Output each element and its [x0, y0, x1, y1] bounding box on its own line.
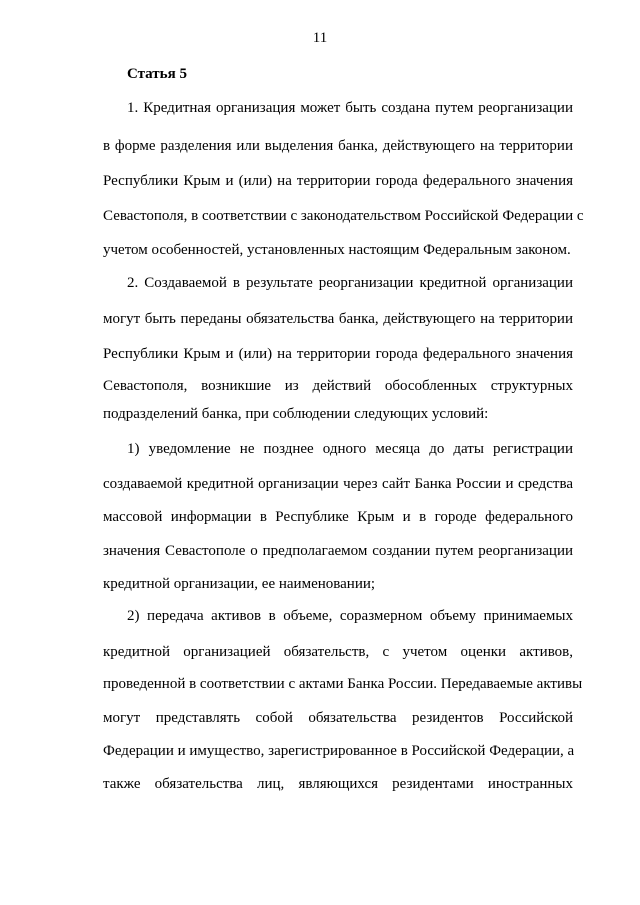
paragraph-line: массовой информации в Республике Крым и в городе федерального: [103, 509, 573, 525]
paragraph-line: Севастополя, в соответствии с законодательством Российской Федерации с: [103, 208, 584, 224]
paragraph-line: кредитной организацией обязательств, с учетом оценки активов,: [103, 644, 573, 660]
paragraph-line: значения Севастополе о предполагаемом создании путем реорганизации: [103, 543, 573, 559]
page-number: 11: [312, 30, 328, 46]
paragraph-line: в форме разделения или выделения банка, действующего на территории: [103, 138, 573, 154]
paragraph-line: 2. Создаваемой в результате реорганизации кредитной организации: [127, 275, 573, 291]
paragraph-line: проведенной в соответствии с актами Банка России. Передаваемые активы: [103, 676, 583, 692]
paragraph-line: Республики Крым и (или) на территории города федерального значения: [103, 173, 573, 189]
paragraph-line: также обязательства лиц, являющихся резидентами иностранных: [103, 776, 573, 792]
paragraph-line: 1) уведомление не позднее одного месяца до даты регистрации: [127, 441, 573, 457]
paragraph-line: кредитной организации, ее наименовании;: [103, 576, 376, 592]
paragraph-line: могут представлять собой обязательства резидентов Российской: [103, 710, 573, 726]
paragraph-line: Федерации и имущество, зарегистрированное в Российской Федерации, а: [103, 743, 575, 759]
paragraph-line: 2) передача активов в объеме, соразмерном объему принимаемых: [127, 608, 573, 624]
paragraph-line: подразделений банка, при соблюдении следующих условий:: [103, 406, 489, 422]
article-title: Статья 5: [127, 66, 187, 82]
paragraph-line: Севастополя, возникшие из действий обособленных структурных: [103, 378, 573, 394]
paragraph-line: учетом особенностей, установленных настоящим Федеральным законом.: [103, 242, 571, 258]
paragraph-line: Республики Крым и (или) на территории города федерального значения: [103, 346, 573, 362]
paragraph-line: создаваемой кредитной организации через сайт Банка России и средства: [103, 476, 573, 492]
paragraph-line: 1. Кредитная организация может быть создана путем реорганизации: [127, 100, 573, 116]
paragraph-line: могут быть переданы обязательства банка, действующего на территории: [103, 311, 573, 327]
